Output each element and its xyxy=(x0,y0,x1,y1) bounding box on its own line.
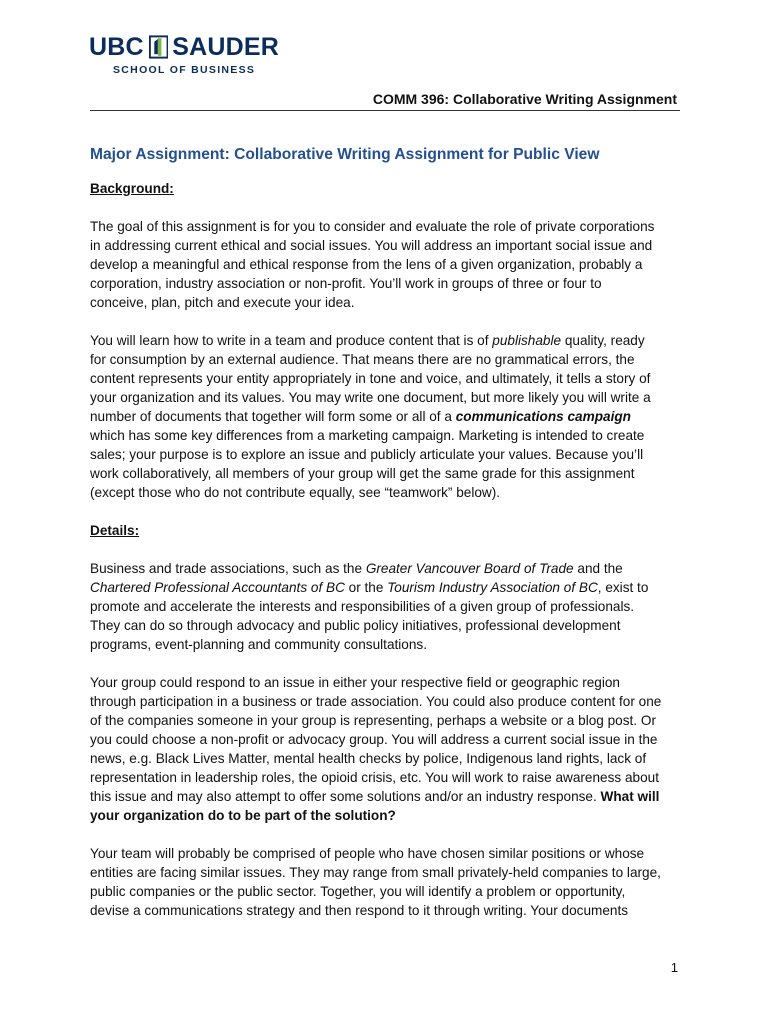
text-line: for consumption by an external audience. That means there are no grammatical errors, the xyxy=(90,352,635,367)
text-line xyxy=(90,578,680,597)
text-line xyxy=(90,559,680,578)
text-line: work collaboratively, all members of your group will get the same grade for this assignment xyxy=(90,466,635,481)
logo-left-word: UBC xyxy=(89,33,144,61)
text-line xyxy=(90,407,680,426)
text-run: and the xyxy=(573,561,623,576)
emphasis-tourism-association: Tourism Industry Association of BC xyxy=(387,580,598,595)
document-body xyxy=(90,143,680,939)
text-line: through participation in a business or trade association. You could also produce content for one xyxy=(90,694,662,709)
ubc-sauder-logo xyxy=(89,34,279,76)
text-run: number of documents that together will form some or all of a xyxy=(90,409,456,424)
text-run: , exist to xyxy=(597,580,649,595)
text-line: conceive, plan, pitch and execute your idea. xyxy=(90,295,355,310)
text-run: Business and trade associations, such as the xyxy=(90,561,366,576)
logo-subtitle: SCHOOL OF BUSINESS xyxy=(113,64,256,76)
text-run: or the xyxy=(344,580,388,595)
details-paragraph-1 xyxy=(90,559,680,654)
emphasis-board-of-trade: Greater Vancouver Board of Trade xyxy=(365,561,574,576)
background-heading: Background: xyxy=(90,181,174,196)
details-heading: Details: xyxy=(90,523,140,538)
text-line: The goal of this assignment is for you to consider and evaluate the role of private corporations xyxy=(90,219,655,234)
text-line: They can do so through advocacy and public policy initiatives, professional development xyxy=(90,618,621,633)
details-paragraph-2 xyxy=(90,673,680,825)
text-line xyxy=(90,806,680,825)
text-line: develop a meaningful and ethical response from the lens of a given organization, probably a xyxy=(90,257,643,272)
assignment-title: Major Assignment: Collaborative Writing Assignment for Public View xyxy=(90,146,600,163)
text-line xyxy=(90,331,680,350)
emphasis-cpa-bc: Chartered Professional Accountants of BC xyxy=(90,580,345,595)
logo-right-word: SAUDER xyxy=(172,33,279,61)
text-run: this issue and may also attempt to offer some solutions and/or an industry response. xyxy=(90,789,601,804)
text-line: sales; your purpose is to explore an issue and publicly articulate your values. Because you’ll xyxy=(90,447,644,462)
emphasis-publishable: publishable xyxy=(492,333,562,348)
details-paragraph-3 xyxy=(90,844,680,920)
text-line: programs, event-planning and community consultations. xyxy=(90,637,428,652)
text-line: (except those who do not contribute equally, see “teamwork” below). xyxy=(90,485,501,500)
text-line: in addressing current ethical and social issues. You will address an important social issue and xyxy=(90,238,653,253)
text-line: your organization and its values. You may write one document, but more likely you will write a xyxy=(90,390,651,405)
text-line: public companies or the public sector. Together, you will identify a problem or opportunity, xyxy=(90,884,626,899)
header-divider xyxy=(90,110,680,111)
logo-shield-icon xyxy=(149,34,168,60)
emphasis-communications-campaign: communications campaign xyxy=(455,409,631,424)
text-line: devise a communications strategy and then respond to it through writing. Your documents xyxy=(90,903,629,918)
page-number: 1 xyxy=(670,960,678,975)
background-paragraph-1 xyxy=(90,217,680,312)
text-line: content represents your entity appropriately in tone and voice, and ultimately, it tells a story of xyxy=(90,371,651,386)
text-run: quality, ready xyxy=(561,333,645,348)
text-line: Your team will probably be comprised of people who have chosen similar positions or whose xyxy=(90,846,645,861)
course-header: COMM 396: Collaborative Writing Assignment xyxy=(372,91,677,107)
text-run: You will learn how to write in a team and produce content that is of xyxy=(90,333,493,348)
text-line: promote and accelerate the interests and responsibilities of a given group of professionals. xyxy=(90,599,635,614)
text-line: Your group could respond to an issue in either your respective field or geographic region xyxy=(90,675,620,690)
text-line: representation in leadership roles, the opioid crisis, etc. You will work to raise awareness about xyxy=(90,770,659,785)
text-line xyxy=(90,787,680,806)
text-line: of the companies someone in your group is representing, perhaps a website or a blog post. Or xyxy=(90,713,656,728)
logo-wordmark xyxy=(89,34,279,60)
background-paragraph-2 xyxy=(90,331,680,502)
emphasis-question: What will xyxy=(600,789,660,804)
text-line: corporation, industry association or non-profit. You’ll work in groups of three or four to xyxy=(90,276,602,291)
text-line: you could choose a non-profit or advocacy group. You will address a current social issue in the xyxy=(90,732,658,747)
emphasis-question: your organization do to be part of the solution? xyxy=(90,808,396,823)
text-line: news, e.g. Black Lives Matter, mental health checks by police, Indigenous land rights, lack of xyxy=(90,751,647,766)
text-line: entities are facing similar issues. They may range from small privately-held companies to large, xyxy=(90,865,661,880)
text-line: which has some key differences from a marketing campaign. Marketing is intended to create xyxy=(90,428,645,443)
